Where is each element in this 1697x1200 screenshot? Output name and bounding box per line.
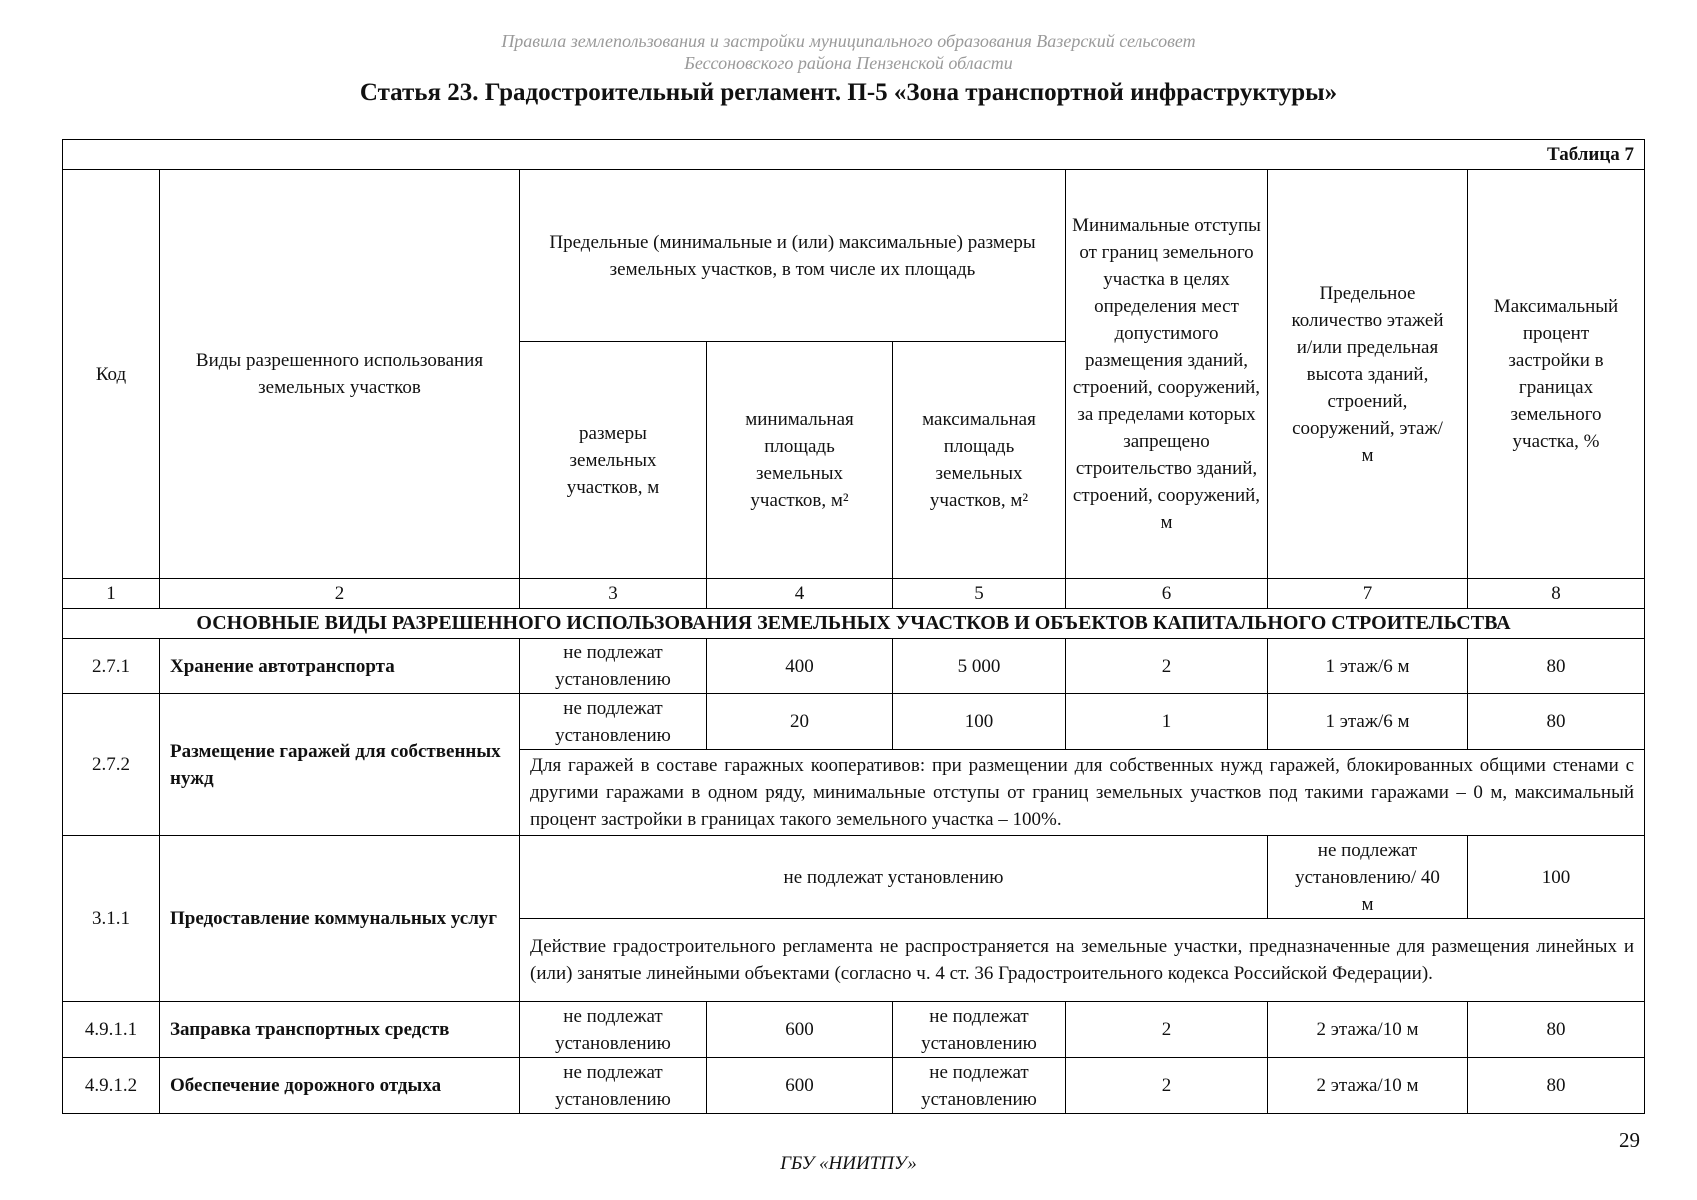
row-sizes: не подлежат установлению [520, 1002, 707, 1058]
row-floors: 2 этажа/10 м [1268, 1058, 1468, 1114]
row-max-area: 5 000 [893, 639, 1066, 694]
row-floors: 1 этаж/6 м [1268, 694, 1468, 750]
row-code: 2.7.2 [63, 694, 160, 836]
row-min-area: 600 [707, 1002, 893, 1058]
table-row [63, 1058, 1645, 1114]
col-number: 3 [520, 579, 707, 609]
row-sizes: не подлежат установлению [520, 639, 707, 694]
table-row [63, 1002, 1645, 1058]
row-max-percent: 80 [1468, 1058, 1645, 1114]
row-setbacks: 1 [1066, 694, 1268, 750]
row-name: Хранение автотранспорта [160, 639, 520, 694]
header-code: Код [63, 170, 160, 579]
header-max-percent: Максимальный процент застройки в границах земельного участка, % [1468, 170, 1645, 579]
column-numbers-row [63, 579, 1645, 609]
row-sizes: не подлежат установлению [520, 1058, 707, 1114]
col-number: 4 [707, 579, 893, 609]
col-number: 6 [1066, 579, 1268, 609]
row-name: Обеспечение дорожного отдыха [160, 1058, 520, 1114]
row-code: 4.9.1.2 [63, 1058, 160, 1114]
row-floors: 2 этажа/10 м [1268, 1002, 1468, 1058]
row-min-area: 600 [707, 1058, 893, 1114]
header-floors: Предельное количество этажей и/или предельная высота зданий, строений, сооружений, этаж/м [1268, 170, 1468, 579]
row-code: 2.7.1 [63, 639, 160, 694]
row-name: Заправка транспортных средств [160, 1002, 520, 1058]
col-number: 2 [160, 579, 520, 609]
page-footer: ГБУ «НИИТПУ» [780, 1153, 917, 1174]
table-row [63, 694, 1645, 750]
col-number: 5 [893, 579, 1066, 609]
row-max-percent: 80 [1468, 639, 1645, 694]
header-limits-group: Предельные (минимальные и (или) максимальные) размеры земельных участков, в том числе их площадь [520, 170, 1066, 342]
header-subtitle-line2: Бессоновского района Пензенской области [684, 53, 1013, 73]
page-title: Статья 23. Градостроительный регламент. П-5 «Зона транспортной инфраструктуры» [359, 79, 1338, 106]
row-merged-limits: не подлежат установлению [520, 836, 1268, 919]
header-sizes: размеры земельных участков, м [520, 342, 707, 579]
page-number: 29 [1619, 1128, 1640, 1152]
row-name: Предоставление коммунальных услуг [160, 836, 520, 1002]
row-code: 4.9.1.1 [63, 1002, 160, 1058]
row-note-text: Для гаражей в составе гаражных кооперативов: при размещении для собственных нужд гаражей, блокированных общими стенами с другими гаражами в одном ряду, минимальные отступы от границ земельных участков под такими гаражами – 0 м, максимальный процент застройки в границах такого земельного участка – 100%. [530, 755, 1635, 830]
header-max-area: максимальная площадь земельных участков, м² [893, 342, 1066, 579]
table-row [63, 639, 1645, 694]
row-note-text: Действие градостроительного регламента не распространяется на земельные участки, предназначенные для размещения линейных и (или) занятые линейными объектами (согласно ч. 4 ст. 36 Градостроительного кодекса Российской Федерации). [530, 936, 1635, 984]
header-subtitle-line1: Правила землепользования и застройки муниципального образования Вазерский сельсовет [501, 31, 1196, 51]
row-floors: не подлежат установлению/ 40 м [1268, 836, 1468, 919]
header-setbacks: Минимальные отступы от границ земельного участка в целях определения мест допустимого размещения зданий, строений, сооружений, за пределами которых запрещено строительство зданий, строений, сооружений, м [1066, 170, 1268, 579]
col-number: 7 [1268, 579, 1468, 609]
header-use-types: Виды разрешенного использования земельных участков [160, 170, 520, 579]
row-name: Размещение гаражей для собственных нужд [160, 694, 520, 836]
table-caption: Таблица 7 [63, 140, 1645, 170]
row-max-area: не подлежат установлению [893, 1058, 1066, 1114]
row-code: 3.1.1 [63, 836, 160, 1002]
row-setbacks: 2 [1066, 1058, 1268, 1114]
row-min-area: 400 [707, 639, 893, 694]
row-max-percent: 80 [1468, 694, 1645, 750]
row-setbacks: 2 [1066, 639, 1268, 694]
row-max-percent: 100 [1468, 836, 1645, 919]
row-sizes: не подлежат установлению [520, 694, 707, 750]
row-max-area: 100 [893, 694, 1066, 750]
row-max-area: не подлежат установлению [893, 1002, 1066, 1058]
col-number: 1 [63, 579, 160, 609]
row-note [520, 919, 1645, 1002]
header-min-area: минимальная площадь земельных участков, м² [707, 342, 893, 579]
row-floors: 1 этаж/6 м [1268, 639, 1468, 694]
row-note [520, 750, 1645, 836]
regulation-table [62, 139, 1645, 1114]
row-max-percent: 80 [1468, 1002, 1645, 1058]
col-number: 8 [1468, 579, 1645, 609]
section-title: ОСНОВНЫЕ ВИДЫ РАЗРЕШЕННОГО ИСПОЛЬЗОВАНИЯ ЗЕМЕЛЬНЫХ УЧАСТКОВ И ОБЪЕКТОВ КАПИТАЛЬНОГО СТРОИТЕЛЬСТВА [63, 609, 1645, 639]
row-min-area: 20 [707, 694, 893, 750]
row-setbacks: 2 [1066, 1002, 1268, 1058]
table-row [63, 836, 1645, 919]
